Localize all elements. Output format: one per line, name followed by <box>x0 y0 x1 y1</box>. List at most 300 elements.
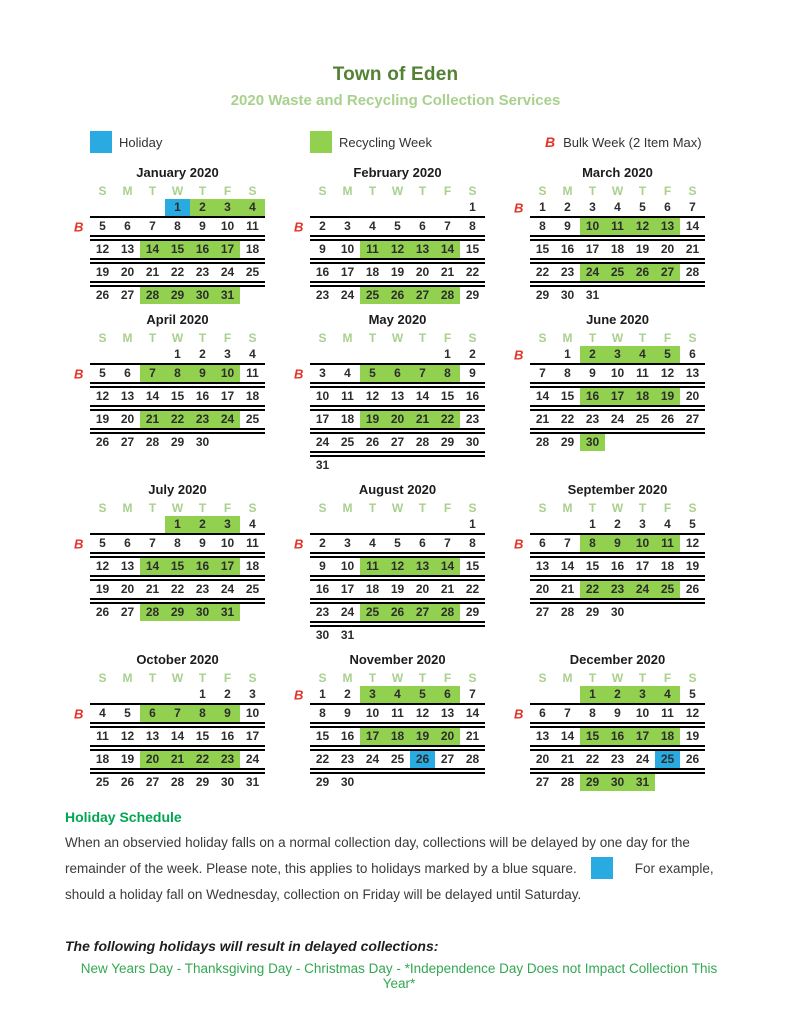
day-cell: 7 <box>149 536 156 550</box>
bulk-week-marker: B <box>294 366 304 381</box>
day-cell: 31 <box>215 287 240 304</box>
day-cell <box>90 686 115 703</box>
day-cell: 11 <box>246 219 259 233</box>
day-cell: 15 <box>165 558 190 575</box>
day-cell: 6 <box>664 200 671 214</box>
week-row <box>514 199 705 216</box>
day-cell: 3 <box>249 687 256 701</box>
day-cell: 6 <box>140 705 165 722</box>
day-cell: 27 <box>120 288 135 302</box>
day-header: W <box>391 331 404 345</box>
day-header: F <box>443 184 452 198</box>
day-cell <box>410 346 435 363</box>
day-cell: 7 <box>444 219 451 233</box>
day-cell: 27 <box>655 264 680 281</box>
week-row <box>530 579 705 600</box>
day-header: T <box>198 501 207 515</box>
day-cell: 21 <box>560 582 575 596</box>
legend-holiday-label: Holiday <box>119 134 163 150</box>
day-cell: 20 <box>120 265 135 279</box>
day-cell: 13 <box>120 389 135 403</box>
day-header: F <box>223 184 232 198</box>
day-cell <box>90 346 115 363</box>
day-cell: 3 <box>639 517 646 531</box>
week-row <box>310 432 485 453</box>
day-cell: 2 <box>344 687 351 701</box>
day-cell <box>90 199 115 216</box>
month-title: January 2020 <box>136 165 219 180</box>
bulk-week-marker: B <box>514 706 524 721</box>
day-cell <box>360 199 385 216</box>
day-cell: 6 <box>385 365 410 382</box>
legend-item-holiday <box>90 131 310 153</box>
day-cell: 12 <box>385 558 410 575</box>
day-cell: 11 <box>246 536 259 550</box>
day-cell: 16 <box>190 558 215 575</box>
day-cell: 22 <box>190 751 215 768</box>
day-cell: 15 <box>165 241 190 258</box>
day-cell: 22 <box>465 265 480 279</box>
day-cell <box>140 686 165 703</box>
month-calendar <box>514 312 705 474</box>
day-cell: 27 <box>145 775 160 789</box>
day-cell: 9 <box>319 242 326 256</box>
day-cell <box>655 774 680 791</box>
day-cell <box>680 604 705 621</box>
bulk-week-marker: B <box>514 347 524 362</box>
day-header: S <box>538 184 547 198</box>
day-cell: 23 <box>610 752 625 766</box>
day-headers-row <box>310 500 485 516</box>
day-cell: 23 <box>190 411 215 428</box>
day-header: T <box>588 184 597 198</box>
day-cell: 10 <box>580 218 605 235</box>
week-row <box>514 703 705 724</box>
month-calendar <box>74 165 265 304</box>
day-cell <box>240 434 265 451</box>
week-row <box>530 772 705 791</box>
day-cell: 16 <box>190 241 215 258</box>
day-cell: 25 <box>95 775 110 789</box>
day-cell: 3 <box>589 200 596 214</box>
day-cell: 5 <box>410 686 435 703</box>
day-header: W <box>611 184 624 198</box>
day-cell: 1 <box>539 200 546 214</box>
day-cell: 28 <box>560 605 575 619</box>
day-cell: 24 <box>215 411 240 428</box>
day-header: T <box>638 671 647 685</box>
day-headers-row <box>530 670 705 686</box>
day-cell: 16 <box>220 729 235 743</box>
day-cell: 15 <box>465 559 480 573</box>
day-cell: 10 <box>610 366 625 380</box>
day-cell: 28 <box>435 287 460 304</box>
day-cell: 28 <box>435 604 460 621</box>
day-cell: 2 <box>614 517 621 531</box>
day-cell: 21 <box>145 582 160 596</box>
bulk-week-marker: B <box>294 687 304 702</box>
day-cell: 31 <box>215 604 240 621</box>
day-cell: 11 <box>360 241 385 258</box>
day-cell: 18 <box>365 265 380 279</box>
day-cell <box>360 346 385 363</box>
week-row <box>90 409 265 430</box>
day-headers-row <box>310 330 485 346</box>
day-header: S <box>98 501 107 515</box>
day-cell: 15 <box>315 729 330 743</box>
day-cell: 22 <box>435 411 460 428</box>
day-cell: 22 <box>170 265 185 279</box>
day-cell: 17 <box>360 728 385 745</box>
day-cell: 11 <box>655 535 680 552</box>
day-cell: 9 <box>199 219 206 233</box>
day-header: S <box>318 671 327 685</box>
day-cell: 16 <box>315 582 330 596</box>
day-cell <box>310 346 335 363</box>
day-cell <box>630 604 655 621</box>
day-cell: 8 <box>165 365 190 382</box>
day-cell: 14 <box>560 559 575 573</box>
day-cell <box>335 199 360 216</box>
day-cell: 3 <box>344 536 351 550</box>
week-row <box>530 216 705 237</box>
week-row <box>294 686 485 703</box>
month-title: April 2020 <box>146 312 209 327</box>
day-cell: 2 <box>319 219 326 233</box>
week-row <box>310 285 485 304</box>
week-row <box>530 432 705 451</box>
week-row <box>74 363 265 384</box>
day-cell: 29 <box>585 605 600 619</box>
day-cell: 18 <box>610 242 625 256</box>
day-cell: 12 <box>685 706 700 720</box>
legend-item-recycling <box>310 131 545 153</box>
month-title: February 2020 <box>353 165 442 180</box>
day-header: S <box>688 331 697 345</box>
day-cell: 30 <box>315 628 330 642</box>
day-cell: 6 <box>419 219 426 233</box>
day-cell: 8 <box>589 706 596 720</box>
day-cell <box>410 457 435 474</box>
day-cell: 6 <box>124 536 131 550</box>
day-cell: 28 <box>685 265 700 279</box>
day-header: T <box>148 184 157 198</box>
day-cell <box>435 457 460 474</box>
day-header: F <box>663 184 672 198</box>
day-header: T <box>418 331 427 345</box>
day-cell <box>680 287 705 304</box>
week-row <box>310 455 485 474</box>
day-header: S <box>248 331 257 345</box>
day-header: T <box>368 501 377 515</box>
day-header: M <box>342 184 353 198</box>
day-cell: 8 <box>319 706 326 720</box>
day-cell <box>115 199 140 216</box>
day-cell: 4 <box>344 366 351 380</box>
week-row <box>294 216 485 237</box>
day-cell: 14 <box>435 558 460 575</box>
day-cell: 9 <box>199 536 206 550</box>
day-header: W <box>611 501 624 515</box>
day-cell: 2 <box>605 686 630 703</box>
day-cell: 1 <box>564 347 571 361</box>
day-header: S <box>538 501 547 515</box>
day-cell: 20 <box>660 242 675 256</box>
day-cell <box>410 199 435 216</box>
day-header: S <box>248 184 257 198</box>
day-cell: 1 <box>580 686 605 703</box>
day-cell: 20 <box>415 582 430 596</box>
day-cell: 10 <box>635 706 650 720</box>
day-cell: 16 <box>465 389 480 403</box>
day-header: W <box>171 184 184 198</box>
day-cell: 10 <box>340 242 355 256</box>
day-cell <box>435 627 460 644</box>
day-header: F <box>443 671 452 685</box>
week-row <box>310 386 485 407</box>
day-cell: 19 <box>635 242 650 256</box>
day-cell: 29 <box>465 605 480 619</box>
week-row <box>530 239 705 260</box>
day-cell: 12 <box>120 729 135 743</box>
day-cell: 6 <box>539 706 546 720</box>
week-row <box>530 749 705 770</box>
day-cell: 9 <box>469 366 476 380</box>
day-cell: 30 <box>190 604 215 621</box>
day-cell: 3 <box>319 366 326 380</box>
day-cell: 25 <box>655 581 680 598</box>
day-cell: 21 <box>140 411 165 428</box>
day-header: F <box>443 501 452 515</box>
day-cell: 15 <box>170 389 185 403</box>
day-cell: 29 <box>195 775 210 789</box>
day-cell: 19 <box>685 559 700 573</box>
day-cell: 23 <box>465 412 480 426</box>
day-cell: 8 <box>469 219 476 233</box>
day-header: S <box>538 331 547 345</box>
day-cell: 2 <box>199 347 206 361</box>
week-row <box>530 602 705 621</box>
day-cell: 11 <box>391 706 404 720</box>
day-cell: 2 <box>469 347 476 361</box>
day-cell: 29 <box>315 775 330 789</box>
day-cell: 16 <box>195 389 210 403</box>
day-cell: 4 <box>249 347 256 361</box>
day-cell: 15 <box>535 242 550 256</box>
day-cell: 24 <box>340 288 355 302</box>
week-row <box>310 346 485 363</box>
day-header: T <box>148 671 157 685</box>
bulk-week-marker: B <box>74 536 84 551</box>
day-cell: 26 <box>410 751 435 768</box>
day-cell: 9 <box>215 705 240 722</box>
day-cell <box>680 774 705 791</box>
day-cell: 5 <box>360 365 385 382</box>
day-cell <box>385 516 410 533</box>
day-cell: 17 <box>315 412 330 426</box>
day-cell: 19 <box>655 388 680 405</box>
day-cell <box>630 287 655 304</box>
day-cell: 17 <box>605 388 630 405</box>
day-cell: 21 <box>685 242 700 256</box>
day-header: F <box>223 671 232 685</box>
day-cell: 18 <box>95 752 110 766</box>
day-cell: 25 <box>360 604 385 621</box>
day-cell: 28 <box>465 752 480 766</box>
month-title: June 2020 <box>586 312 649 327</box>
day-headers-row <box>90 670 265 686</box>
day-header: F <box>223 501 232 515</box>
day-cell: 11 <box>605 218 630 235</box>
day-cell: 20 <box>685 389 700 403</box>
day-header: T <box>638 501 647 515</box>
day-cell: 18 <box>245 559 260 573</box>
page-subtitle: 2020 Waste and Recycling Collection Services <box>230 92 561 109</box>
day-cell: 22 <box>580 581 605 598</box>
day-cell: 21 <box>410 411 435 428</box>
day-cell: 18 <box>385 728 410 745</box>
day-cell: 8 <box>174 219 181 233</box>
day-cell: 24 <box>245 752 260 766</box>
day-header: T <box>418 501 427 515</box>
legend-bulk-label: Bulk Week (2 Item Max) <box>563 134 702 150</box>
day-cell: 8 <box>174 536 181 550</box>
month-calendar <box>294 482 485 644</box>
day-header: S <box>468 671 477 685</box>
day-headers-row <box>90 183 265 199</box>
day-cell: 23 <box>315 605 330 619</box>
day-cell: 26 <box>630 264 655 281</box>
week-row <box>530 409 705 430</box>
day-cell: 5 <box>394 536 401 550</box>
week-row <box>530 726 705 747</box>
day-header: M <box>122 501 133 515</box>
week-row <box>310 772 485 791</box>
day-cell <box>115 686 140 703</box>
day-cell <box>630 434 655 451</box>
day-cell: 13 <box>685 366 700 380</box>
day-cell <box>385 457 410 474</box>
day-cell: 21 <box>165 751 190 768</box>
day-cell: 13 <box>410 558 435 575</box>
day-cell: 24 <box>220 582 235 596</box>
day-cell: 27 <box>410 287 435 304</box>
day-cell: 1 <box>165 199 190 216</box>
day-header: S <box>318 501 327 515</box>
day-cell <box>240 604 265 621</box>
week-row <box>90 386 265 407</box>
week-row <box>90 432 265 451</box>
day-cell <box>680 434 705 451</box>
day-cell <box>530 346 555 363</box>
day-cell: 23 <box>560 265 575 279</box>
day-cell: 22 <box>560 412 575 426</box>
day-cell <box>215 434 240 451</box>
day-cell: 11 <box>661 706 674 720</box>
day-headers-row <box>90 500 265 516</box>
day-cell: 14 <box>685 219 700 233</box>
day-header: W <box>171 671 184 685</box>
day-header: F <box>663 501 672 515</box>
day-cell <box>435 516 460 533</box>
day-header: W <box>391 671 404 685</box>
day-header: T <box>588 331 597 345</box>
day-cell: 9 <box>564 219 571 233</box>
day-cell: 26 <box>685 582 700 596</box>
day-cell: 17 <box>585 242 600 256</box>
week-row <box>90 772 265 791</box>
day-cell: 29 <box>170 435 185 449</box>
day-headers-row <box>310 183 485 199</box>
day-cell: 14 <box>145 389 160 403</box>
day-cell: 3 <box>215 516 240 533</box>
month-title: March 2020 <box>582 165 653 180</box>
day-cell: 24 <box>340 605 355 619</box>
day-cell: 9 <box>190 365 215 382</box>
day-header: S <box>468 331 477 345</box>
day-header: M <box>122 671 133 685</box>
day-cell <box>335 516 360 533</box>
day-cell: 21 <box>440 265 455 279</box>
day-header: T <box>198 184 207 198</box>
day-cell: 9 <box>344 706 351 720</box>
day-cell: 3 <box>605 346 630 363</box>
week-row <box>90 556 265 577</box>
day-cell <box>310 199 335 216</box>
day-cell <box>360 774 385 791</box>
day-cell: 20 <box>120 412 135 426</box>
week-row <box>90 239 265 260</box>
day-cell: 6 <box>124 366 131 380</box>
day-cell: 18 <box>340 412 355 426</box>
day-header: W <box>171 501 184 515</box>
day-cell: 19 <box>685 729 700 743</box>
week-row <box>90 346 265 363</box>
day-cell <box>555 516 580 533</box>
day-cell: 24 <box>315 435 330 449</box>
day-cell: 19 <box>390 582 405 596</box>
bulk-week-marker: B <box>514 200 524 215</box>
day-cell: 18 <box>655 728 680 745</box>
day-cell: 10 <box>340 559 355 573</box>
week-row <box>90 726 265 747</box>
day-cell: 25 <box>245 265 260 279</box>
month-calendar <box>294 165 485 304</box>
day-cell <box>115 346 140 363</box>
day-cell: 7 <box>539 366 546 380</box>
day-header: M <box>342 331 353 345</box>
week-row <box>310 726 485 747</box>
day-cell: 31 <box>630 774 655 791</box>
day-cell: 2 <box>224 687 231 701</box>
day-cell: 28 <box>140 604 165 621</box>
day-cell: 11 <box>246 366 259 380</box>
day-cell: 19 <box>360 411 385 428</box>
day-cell <box>435 199 460 216</box>
day-cell: 7 <box>564 706 571 720</box>
day-cell: 4 <box>249 517 256 531</box>
day-cell: 27 <box>440 752 455 766</box>
day-headers-row <box>310 670 485 686</box>
day-cell: 10 <box>220 536 235 550</box>
legend-recycling-label: Recycling Week <box>339 134 432 150</box>
week-row <box>530 556 705 577</box>
month-title: December 2020 <box>569 652 666 667</box>
day-cell: 21 <box>145 265 160 279</box>
week-row <box>530 386 705 407</box>
day-cell: 22 <box>535 265 550 279</box>
week-row <box>514 533 705 554</box>
